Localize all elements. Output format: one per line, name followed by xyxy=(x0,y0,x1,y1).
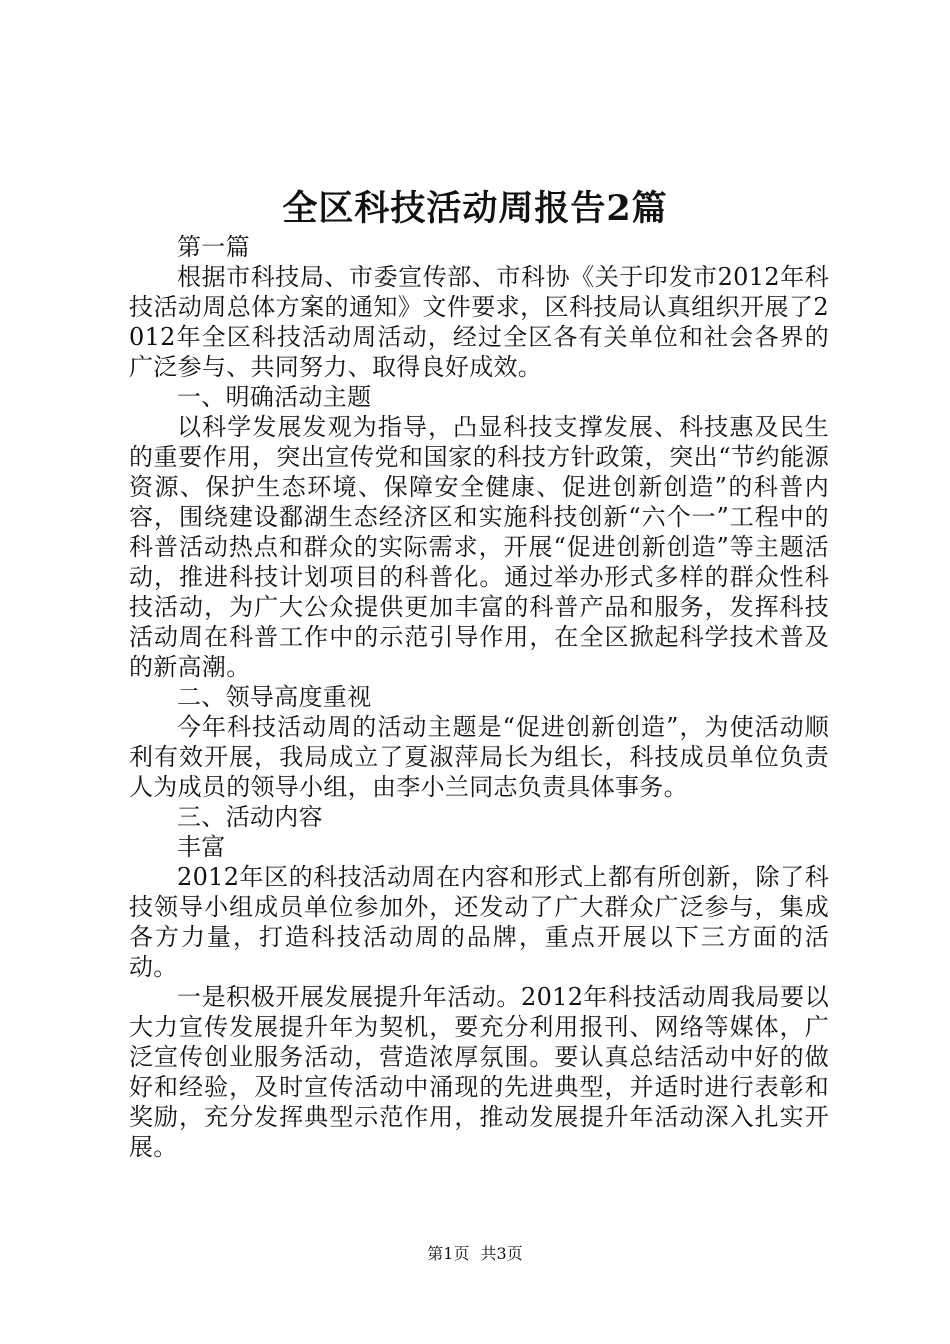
page-total: 共3页 xyxy=(480,1244,523,1263)
section-heading-leadership: 二、领导高度重视 xyxy=(177,683,372,711)
leadership-paragraph: 今年科技活动周的活动主题是“促进创新创造”，为使活动顺利有效开展，我局成立了夏淑萍局长为组长，科技成员单位负责人为成员的领导小组，由李小兰同志负责具体事务。 xyxy=(129,713,829,801)
document-body xyxy=(129,232,829,1162)
content-subheading: 丰富 xyxy=(177,833,226,861)
intro-paragraph: 根据市科技局、市委宣传部、市科协《关于印发市2012年科技活动周总体方案的通知》文件要求，区科技局认真组织开展了2012年全区科技活动周活动，经过全区各有关单位和社会各界的广泛参与、共同努力、取得良好成效。 xyxy=(129,263,829,381)
activity-one-paragraph: 一是积极开展发展提升年活动。2012年科技活动周我局要以大力宣传发展提升年为契机，要充分利用报刊、网络等媒体，广泛宣传创业服务活动，营造浓厚氛围。要认真总结活动中好的做好和经验，及时宣传活动中涌现的先进典型，并适时进行表彰和奖励，充分发挥典型示范作用，推动发展提升年活动深入扎实开展。 xyxy=(129,983,829,1161)
content-paragraph: 2012年区的科技活动周在内容和形式上都有所创新，除了科技领导小组成员单位参加外，还发动了广大群众广泛参与，集成各方力量，打造科技活动周的品牌，重点开展以下三方面的活动。 xyxy=(129,863,829,981)
page-footer xyxy=(0,1243,950,1265)
theme-paragraph: 以科学发展发观为指导，凸显科技支撑发展、科技惠及民生的重要作用，突出宣传党和国家的科技方针政策，突出“节约能源资源、保护生态环境、保障安全健康、促进创新创造”的科普内容，围绕建设鄱湖生态经济区和实施科技创新“六个一”工程中的科普活动热点和群众的实际需求，开展“促进创新创造”等主题活动，推进科技计划项目的科普化。通过举办形式多样的群众性科技活动，为广大公众提供更加丰富的科普产品和服务，发挥科技活动周在科普工作中的示范引导作用，在全区掀起科学技术普及的新高潮。 xyxy=(129,413,829,681)
section-heading-content: 三、活动内容 xyxy=(177,803,323,831)
section-heading-theme: 一、明确活动主题 xyxy=(177,383,372,411)
document-title: 全区科技活动周报告2篇 xyxy=(282,188,668,229)
page-number: 第1页 xyxy=(427,1244,470,1263)
section-heading-part-one: 第一篇 xyxy=(177,233,250,261)
